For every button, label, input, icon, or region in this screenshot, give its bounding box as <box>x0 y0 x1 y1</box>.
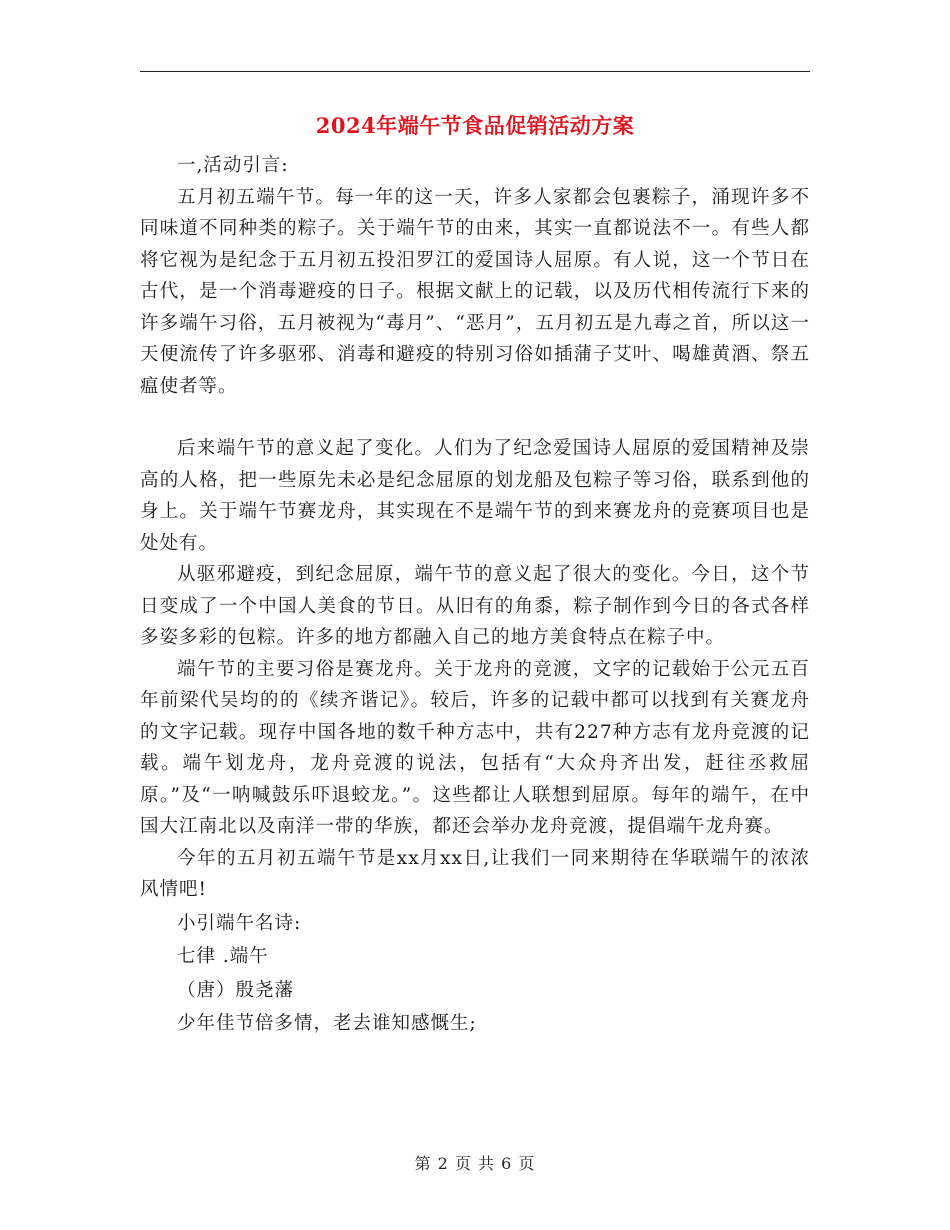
poem-line: 少年佳节倍多情，老去谁知感慨生; <box>177 1013 477 1034</box>
paragraph-meaning-change: 后来端午节的意义起了变化。人们为了纪念爱国诗人屈原的爱国精神及崇高的人格，把一些原先未必是纪念屈原的划龙船及包粽子等习俗，联系到他的身上。关于端午节赛龙舟，其实现在不是端午节的到来赛龙舟的竞赛项目也是处处有。 <box>140 438 810 554</box>
header-rule <box>140 71 810 72</box>
paragraph-dragon-boat: 端午节的主要习俗是赛龙舟。关于龙舟的竞渡，文字的记载始于公元五百年前梁代吴均的的《续齐谐记》。较后，许多的记载中都可以找到有关赛龙舟的文字记载。现存中国各地的数千种方志中，共有227种方志有龙舟竞渡的记载。端午划龙舟，龙舟竞渡的说法，包括有“大众舟齐出发，赶往丞救屈原。”及“一呐喊鼓乐吓退蛟龙。”。这些都让人联想到屈原。每年的端午，在中国大江南北以及南洋一带的华族，都还会举办龙舟竞渡，提倡端午龙舟赛。 <box>140 658 810 837</box>
poem-intro: 小引端午名诗: <box>177 912 302 934</box>
paragraph-food-festival: 从驱邪避疫，到纪念屈原，端午节的意义起了很大的变化。今日，这个节日变成了一个中国人美食的节日。从旧有的角黍，粽子制作到今日的各式各样多姿多彩的包粽。许多的地方都融入自己的地方美食特点在粽子中。 <box>140 564 810 648</box>
document-title: 2024年端午节食品促销活动方案 <box>315 113 635 138</box>
section-heading-intro: 一,活动引言: <box>177 155 289 176</box>
document-body <box>140 150 810 1040</box>
paragraph-origin: 五月初五端午节。每一年的这一天，许多人家都会包裹粽子，涌现许多不同味道不同种类的粽子。关于端午节的由来，其实一直都说法不一。有些人都将它视为是纪念于五月初五投汨罗江的爱国诗人屈原。有人说，这一个节日在古代，是一个消毒避疫的日子。根据文献上的记载，以及历代相传流行下来的许多端午习俗，五月被视为“毒月”、“恶月”，五月初五是九毒之首，所以这一天便流传了许多驱邪、消毒和避疫的特别习俗如插蒲子艾叶、喝雄黄酒、祭五瘟使者等。 <box>140 186 810 397</box>
poem-title: 七律 .端午 <box>177 946 269 967</box>
paragraph-this-year: 今年的五月初五端午节是xx月xx日,让我们一同来期待在华联端午的浓浓风情吧! <box>140 847 810 900</box>
page-footer: 第 2 页 共 6 页 <box>414 1154 536 1173</box>
poem-author: （唐）殷尧藩 <box>177 979 295 1001</box>
